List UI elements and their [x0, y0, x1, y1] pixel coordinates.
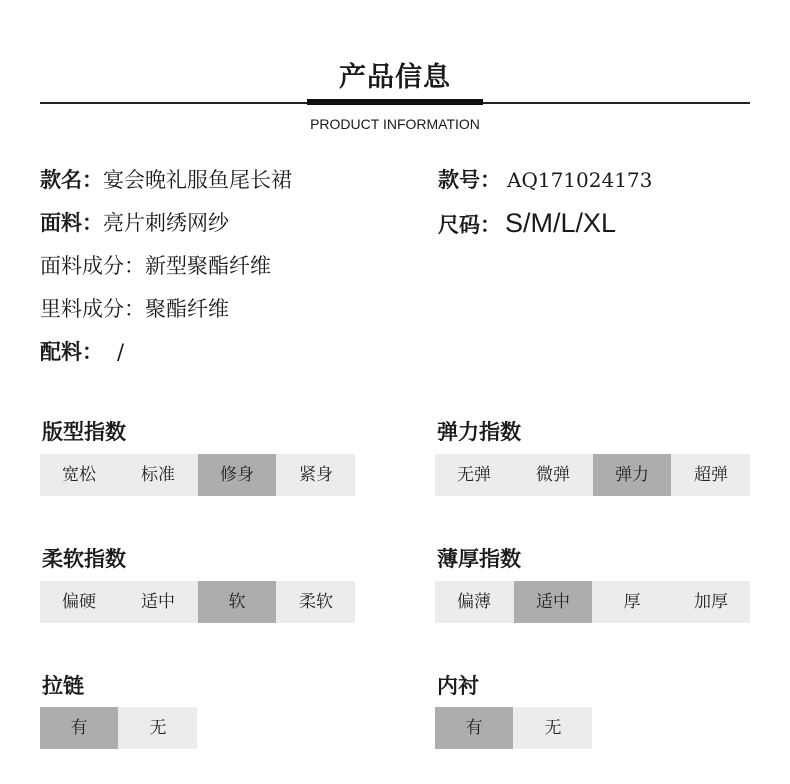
zipper-option: 无: [149, 718, 167, 738]
softness-option-selected: 软: [198, 581, 276, 623]
thickness-option: 厚: [623, 592, 641, 612]
fabric-value: 亮片刺绣网纱: [103, 211, 229, 235]
page-title: 产品信息: [339, 62, 451, 93]
fabric-label: 面料：: [40, 211, 103, 235]
zipper-option-selected: 有: [40, 707, 118, 749]
zipper-scale: [40, 707, 197, 749]
size-row: [438, 208, 616, 238]
softness-index-title: 柔软指数: [42, 547, 126, 571]
elasticity-index-title: 弹力指数: [437, 420, 521, 444]
style-code-value: AQ171024173: [507, 168, 653, 192]
lining-title: 内衬: [437, 674, 479, 698]
zipper-title: 拉链: [42, 674, 84, 698]
softness-index-scale: [40, 581, 355, 623]
fit-index-scale: [40, 454, 355, 496]
style-code-label: 款号：: [438, 168, 501, 192]
fit-option: 标准: [141, 465, 175, 485]
elasticity-option: 超弹: [694, 465, 728, 485]
elasticity-option-selected: 弹力: [593, 454, 671, 496]
size-label: 尺码：: [438, 213, 501, 237]
fit-index-title: 版型指数: [42, 420, 126, 444]
thickness-option: 偏薄: [457, 592, 491, 612]
style-name-value: 宴会晚礼服鱼尾长裙: [103, 168, 292, 192]
elasticity-index-scale: [435, 454, 750, 496]
accessory-value: /: [117, 340, 125, 364]
accessory-label: 配料：: [40, 340, 103, 364]
thickness-index-title: 薄厚指数: [437, 547, 521, 571]
size-value: S/M/L/XL: [505, 208, 617, 238]
elasticity-option: 无弹: [457, 465, 491, 485]
fit-option: 紧身: [299, 465, 333, 485]
elasticity-option: 微弹: [536, 465, 570, 485]
lining-composition-row: [40, 294, 229, 324]
thickness-option-selected: 适中: [514, 581, 592, 623]
fabric-composition-row: [40, 251, 271, 281]
page-subtitle: PRODUCT INFORMATION: [310, 116, 480, 132]
style-name-label: 款名：: [40, 168, 103, 192]
title-rule-accent: [307, 99, 483, 105]
thickness-index-scale: [435, 581, 750, 623]
accessory-row: [40, 337, 124, 367]
softness-option: 柔软: [299, 592, 333, 612]
fit-option: 宽松: [62, 465, 96, 485]
fabric-composition-label: 面料成分：: [40, 254, 145, 278]
fabric-composition-value: 新型聚酯纤维: [145, 254, 271, 278]
softness-option: 偏硬: [62, 592, 96, 612]
lining-composition-value: 聚酯纤维: [145, 297, 229, 321]
lining-scale: [435, 707, 592, 749]
style-name-row: [40, 165, 292, 195]
lining-option: 无: [544, 718, 562, 738]
thickness-option: 加厚: [694, 592, 728, 612]
fit-option-selected: 修身: [198, 454, 276, 496]
fabric-row: [40, 208, 229, 238]
softness-option: 适中: [141, 592, 175, 612]
style-code-row: [438, 165, 652, 195]
lining-option-selected: 有: [435, 707, 513, 749]
lining-composition-label: 里料成分：: [40, 297, 145, 321]
